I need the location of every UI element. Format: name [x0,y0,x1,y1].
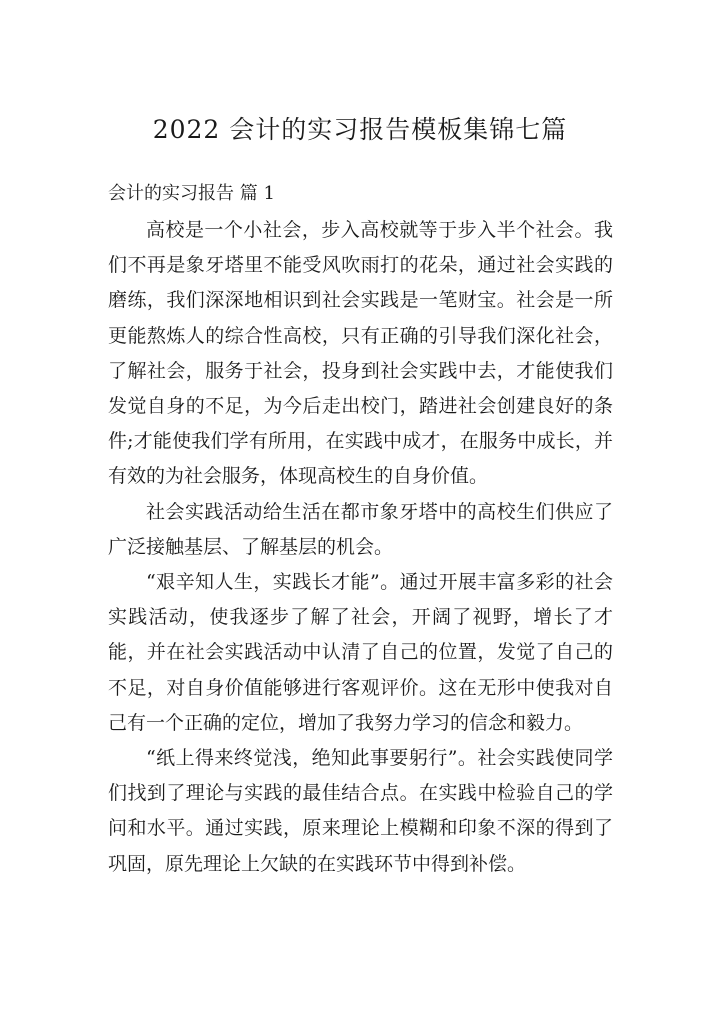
document-title: 2022 会计的实习报告模板集锦七篇 [152,115,568,144]
paragraph-2: 社会实践活动给生活在都市象牙塔中的高校生们供应了广泛接触基层、了解基层的机会。 [108,500,613,558]
paragraph-1: 高校是一个小社会，步入高校就等于步入半个社会。我们不再是象牙塔里不能受风吹雨打的花朵，通过社会实践的磨练，我们深深地相识到社会实践是一笔财宝。社会是一所更能熬炼人的综合性高校，只有正确的引导我们深化社会，了解社会，服务于社会，投身到社会实践中去，才能使我们发觉自身的不足，为今后走出校门，踏进社会创建良好的条件;才能使我们学有所用，在实践中成才，在服务中成长，并有效的为社会服务，体现高校生的自身价值。 [108,219,613,488]
section-heading: 会计的实习报告 篇 1 [108,183,275,204]
paragraph-3: “艰辛知人生，实践长才能”。通过开展丰富多彩的社会实践活动，使我逐步了解了社会，开阔了视野，增长了才能，并在社会实践活动中认清了自己的位置，发觉了自己的不足，对自身价值能够进行客观评价。这在无形中使我对自己有一个正确的定位，增加了我努力学习的信念和毅力。 [108,571,613,734]
body-text [108,213,613,882]
paragraph-4: “纸上得来终觉浅，绝知此事要躬行”。社会实践使同学们找到了理论与实践的最佳结合点。在实践中检验自己的学问和水平。通过实践，原来理论上模糊和印象不深的得到了巩固，原先理论上欠缺的在实践环节中得到补偿。 [108,747,613,875]
